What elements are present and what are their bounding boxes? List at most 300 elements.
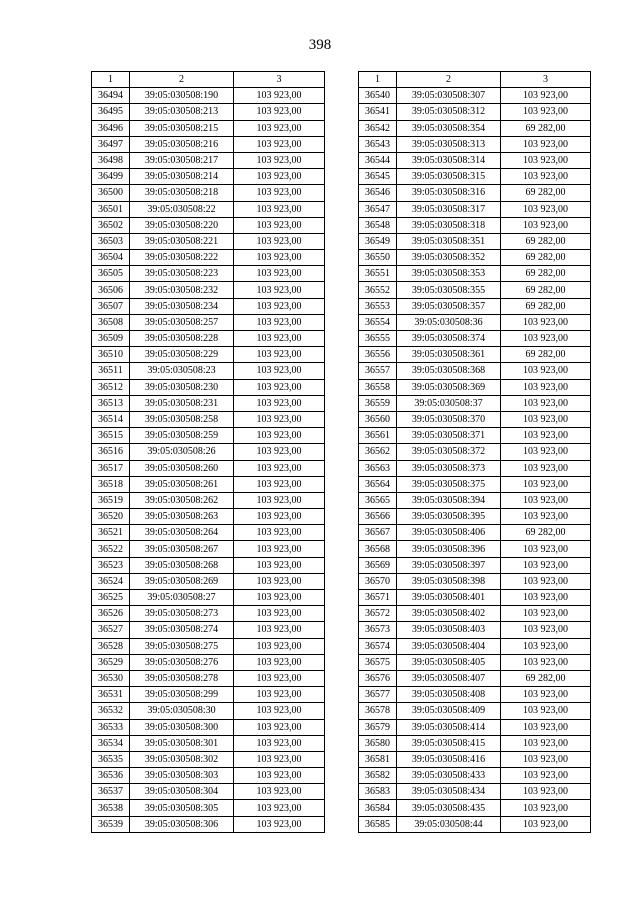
row-number-cell: 36581 — [359, 751, 397, 767]
value-cell: 103 923,00 — [234, 411, 325, 427]
table-row — [359, 751, 591, 767]
row-number-cell: 36570 — [359, 573, 397, 589]
value-cell: 103 923,00 — [234, 201, 325, 217]
value-cell: 103 923,00 — [234, 282, 325, 298]
row-number-cell: 36520 — [92, 509, 130, 525]
table-row — [92, 136, 325, 152]
value-cell: 69 282,00 — [501, 282, 591, 298]
table-row — [92, 541, 325, 557]
left-table-body — [92, 88, 325, 833]
table-row — [92, 751, 325, 767]
cadastral-number-cell: 39:05:030508:260 — [130, 460, 234, 476]
value-cell: 103 923,00 — [501, 88, 591, 104]
row-number-cell: 36582 — [359, 768, 397, 784]
row-number-cell: 36583 — [359, 784, 397, 800]
value-cell: 103 923,00 — [234, 331, 325, 347]
cadastral-number-cell: 39:05:030508:27 — [130, 590, 234, 606]
table-row — [359, 654, 591, 670]
cadastral-number-cell: 39:05:030508:234 — [130, 298, 234, 314]
table-row — [359, 411, 591, 427]
cadastral-number-cell: 39:05:030508:263 — [130, 509, 234, 525]
cadastral-number-cell: 39:05:030508:352 — [397, 250, 501, 266]
table-row — [92, 104, 325, 120]
table-row — [359, 152, 591, 168]
page-number: 398 — [308, 37, 332, 53]
value-cell: 103 923,00 — [234, 670, 325, 686]
cadastral-number-cell: 39:05:030508:396 — [397, 541, 501, 557]
value-cell: 103 923,00 — [234, 703, 325, 719]
value-cell: 69 282,00 — [501, 120, 591, 136]
table-row — [92, 169, 325, 185]
cadastral-number-cell: 39:05:030508:401 — [397, 590, 501, 606]
table-row — [359, 703, 591, 719]
value-cell: 69 282,00 — [501, 233, 591, 249]
table-row — [359, 541, 591, 557]
row-number-cell: 36496 — [92, 120, 130, 136]
table-row — [92, 379, 325, 395]
row-number-cell: 36536 — [92, 768, 130, 784]
table-row — [92, 217, 325, 233]
cadastral-number-cell: 39:05:030508:355 — [397, 282, 501, 298]
row-number-cell: 36584 — [359, 800, 397, 816]
value-cell: 103 923,00 — [234, 768, 325, 784]
value-cell: 103 923,00 — [501, 816, 591, 832]
header-row — [92, 72, 325, 88]
table-row — [92, 201, 325, 217]
row-number-cell: 36508 — [92, 314, 130, 330]
table-row — [359, 687, 591, 703]
cadastral-number-cell: 39:05:030508:402 — [397, 606, 501, 622]
table-row — [92, 509, 325, 525]
cadastral-number-cell: 39:05:030508:408 — [397, 687, 501, 703]
row-number-cell: 36548 — [359, 217, 397, 233]
value-cell: 103 923,00 — [501, 363, 591, 379]
table-row — [359, 363, 591, 379]
cadastral-number-cell: 39:05:030508:213 — [130, 104, 234, 120]
row-number-cell: 36494 — [92, 88, 130, 104]
row-number-cell: 36556 — [359, 347, 397, 363]
table-row — [359, 444, 591, 460]
table-row — [92, 735, 325, 751]
header-cell: 2 — [130, 72, 234, 88]
row-number-cell: 36577 — [359, 687, 397, 703]
value-cell: 103 923,00 — [501, 687, 591, 703]
value-cell: 103 923,00 — [501, 557, 591, 573]
cadastral-number-cell: 39:05:030508:312 — [397, 104, 501, 120]
value-cell: 103 923,00 — [234, 363, 325, 379]
row-number-cell: 36495 — [92, 104, 130, 120]
right-table-body — [359, 88, 591, 833]
row-number-cell: 36539 — [92, 816, 130, 832]
row-number-cell: 36538 — [92, 800, 130, 816]
cadastral-number-cell: 39:05:030508:26 — [130, 444, 234, 460]
cadastral-number-cell: 39:05:030508:301 — [130, 735, 234, 751]
cadastral-number-cell: 39:05:030508:231 — [130, 395, 234, 411]
cadastral-number-cell: 39:05:030508:398 — [397, 573, 501, 589]
value-cell: 103 923,00 — [501, 104, 591, 120]
table-row — [92, 363, 325, 379]
table-row — [359, 509, 591, 525]
row-number-cell: 36565 — [359, 492, 397, 508]
value-cell: 103 923,00 — [234, 460, 325, 476]
cadastral-number-cell: 39:05:030508:416 — [397, 751, 501, 767]
value-cell: 103 923,00 — [234, 185, 325, 201]
value-cell: 69 282,00 — [501, 185, 591, 201]
row-number-cell: 36572 — [359, 606, 397, 622]
value-cell: 103 923,00 — [501, 751, 591, 767]
table-row — [359, 428, 591, 444]
table-row — [92, 557, 325, 573]
row-number-cell: 36557 — [359, 363, 397, 379]
cadastral-number-cell: 39:05:030508:190 — [130, 88, 234, 104]
row-number-cell: 36522 — [92, 541, 130, 557]
cadastral-number-cell: 39:05:030508:214 — [130, 169, 234, 185]
table-row — [92, 606, 325, 622]
value-cell: 103 923,00 — [234, 120, 325, 136]
value-cell: 103 923,00 — [501, 217, 591, 233]
cadastral-number-cell: 39:05:030508:405 — [397, 654, 501, 670]
row-number-cell: 36504 — [92, 250, 130, 266]
value-cell: 103 923,00 — [501, 541, 591, 557]
table-row — [92, 266, 325, 282]
row-number-cell: 36537 — [92, 784, 130, 800]
value-cell: 103 923,00 — [234, 379, 325, 395]
table-row — [359, 120, 591, 136]
value-cell: 103 923,00 — [501, 654, 591, 670]
value-cell: 103 923,00 — [234, 816, 325, 832]
table-row — [359, 136, 591, 152]
row-number-cell: 36515 — [92, 428, 130, 444]
cadastral-number-cell: 39:05:030508:353 — [397, 266, 501, 282]
value-cell: 69 282,00 — [501, 250, 591, 266]
row-number-cell: 36541 — [359, 104, 397, 120]
table-row — [92, 428, 325, 444]
row-number-cell: 36525 — [92, 590, 130, 606]
table-row — [92, 670, 325, 686]
table-row — [92, 185, 325, 201]
cadastral-number-cell: 39:05:030508:258 — [130, 411, 234, 427]
cadastral-number-cell: 39:05:030508:23 — [130, 363, 234, 379]
table-row — [359, 395, 591, 411]
value-cell: 103 923,00 — [234, 444, 325, 460]
cadastral-number-cell: 39:05:030508:302 — [130, 751, 234, 767]
value-cell: 103 923,00 — [234, 298, 325, 314]
cadastral-number-cell: 39:05:030508:267 — [130, 541, 234, 557]
value-cell: 69 282,00 — [501, 670, 591, 686]
cadastral-number-cell: 39:05:030508:274 — [130, 622, 234, 638]
table-row — [92, 768, 325, 784]
table-row — [92, 152, 325, 168]
cadastral-number-cell: 39:05:030508:223 — [130, 266, 234, 282]
value-cell: 103 923,00 — [501, 331, 591, 347]
row-number-cell: 36510 — [92, 347, 130, 363]
table-row — [359, 590, 591, 606]
value-cell: 103 923,00 — [234, 233, 325, 249]
value-cell: 103 923,00 — [234, 88, 325, 104]
row-number-cell: 36566 — [359, 509, 397, 525]
row-number-cell: 36512 — [92, 379, 130, 395]
row-number-cell: 36580 — [359, 735, 397, 751]
value-cell: 103 923,00 — [501, 800, 591, 816]
value-cell: 103 923,00 — [234, 428, 325, 444]
right-table — [358, 71, 591, 833]
value-cell: 103 923,00 — [501, 703, 591, 719]
cadastral-number-cell: 39:05:030508:30 — [130, 703, 234, 719]
row-number-cell: 36540 — [359, 88, 397, 104]
cadastral-number-cell: 39:05:030508:304 — [130, 784, 234, 800]
row-number-cell: 36571 — [359, 590, 397, 606]
table-row — [359, 476, 591, 492]
value-cell: 103 923,00 — [501, 719, 591, 735]
table-row — [92, 444, 325, 460]
value-cell: 103 923,00 — [501, 444, 591, 460]
table-row — [359, 492, 591, 508]
header-cell: 2 — [397, 72, 501, 88]
table-row — [359, 735, 591, 751]
cadastral-number-cell: 39:05:030508:306 — [130, 816, 234, 832]
row-number-cell: 36567 — [359, 525, 397, 541]
table-row — [92, 816, 325, 832]
value-cell: 69 282,00 — [501, 298, 591, 314]
cadastral-number-cell: 39:05:030508:22 — [130, 201, 234, 217]
cadastral-number-cell: 39:05:030508:262 — [130, 492, 234, 508]
cadastral-number-cell: 39:05:030508:259 — [130, 428, 234, 444]
cadastral-number-cell: 39:05:030508:257 — [130, 314, 234, 330]
cadastral-number-cell: 39:05:030508:307 — [397, 88, 501, 104]
row-number-cell: 36517 — [92, 460, 130, 476]
table-row — [359, 266, 591, 282]
cadastral-number-cell: 39:05:030508:374 — [397, 331, 501, 347]
table-row — [359, 784, 591, 800]
cadastral-number-cell: 39:05:030508:229 — [130, 347, 234, 363]
value-cell: 103 923,00 — [234, 687, 325, 703]
cadastral-number-cell: 39:05:030508:357 — [397, 298, 501, 314]
header-cell: 1 — [359, 72, 397, 88]
row-number-cell: 36560 — [359, 411, 397, 427]
cadastral-number-cell: 39:05:030508:222 — [130, 250, 234, 266]
value-cell: 103 923,00 — [501, 476, 591, 492]
value-cell: 103 923,00 — [234, 250, 325, 266]
row-number-cell: 36503 — [92, 233, 130, 249]
cadastral-number-cell: 39:05:030508:218 — [130, 185, 234, 201]
cadastral-number-cell: 39:05:030508:268 — [130, 557, 234, 573]
row-number-cell: 36574 — [359, 638, 397, 654]
cadastral-number-cell: 39:05:030508:375 — [397, 476, 501, 492]
table-row — [92, 282, 325, 298]
value-cell: 103 923,00 — [234, 509, 325, 525]
row-number-cell: 36579 — [359, 719, 397, 735]
row-number-cell: 36527 — [92, 622, 130, 638]
row-number-cell: 36513 — [92, 395, 130, 411]
row-number-cell: 36501 — [92, 201, 130, 217]
row-number-cell: 36544 — [359, 152, 397, 168]
row-number-cell: 36514 — [92, 411, 130, 427]
value-cell: 103 923,00 — [234, 492, 325, 508]
row-number-cell: 36547 — [359, 201, 397, 217]
value-cell: 103 923,00 — [501, 411, 591, 427]
row-number-cell: 36553 — [359, 298, 397, 314]
cadastral-number-cell: 39:05:030508:409 — [397, 703, 501, 719]
value-cell: 103 923,00 — [501, 201, 591, 217]
table-row — [92, 638, 325, 654]
value-cell: 103 923,00 — [501, 460, 591, 476]
row-number-cell: 36568 — [359, 541, 397, 557]
value-cell: 103 923,00 — [501, 428, 591, 444]
row-number-cell: 36506 — [92, 282, 130, 298]
row-number-cell: 36533 — [92, 719, 130, 735]
value-cell: 103 923,00 — [234, 573, 325, 589]
cadastral-number-cell: 39:05:030508:303 — [130, 768, 234, 784]
row-number-cell: 36532 — [92, 703, 130, 719]
cadastral-number-cell: 39:05:030508:300 — [130, 719, 234, 735]
header-row — [359, 72, 591, 88]
row-number-cell: 36530 — [92, 670, 130, 686]
cadastral-number-cell: 39:05:030508:397 — [397, 557, 501, 573]
cadastral-number-cell: 39:05:030508:434 — [397, 784, 501, 800]
table-row — [92, 687, 325, 703]
cadastral-number-cell: 39:05:030508:435 — [397, 800, 501, 816]
cadastral-number-cell: 39:05:030508:373 — [397, 460, 501, 476]
table-row — [359, 800, 591, 816]
row-number-cell: 36569 — [359, 557, 397, 573]
value-cell: 103 923,00 — [501, 638, 591, 654]
table-row — [359, 379, 591, 395]
table-row — [359, 719, 591, 735]
value-cell: 103 923,00 — [501, 573, 591, 589]
table-row — [92, 492, 325, 508]
cadastral-number-cell: 39:05:030508:305 — [130, 800, 234, 816]
row-number-cell: 36529 — [92, 654, 130, 670]
row-number-cell: 36505 — [92, 266, 130, 282]
cadastral-number-cell: 39:05:030508:276 — [130, 654, 234, 670]
cadastral-number-cell: 39:05:030508:230 — [130, 379, 234, 395]
cadastral-number-cell: 39:05:030508:216 — [130, 136, 234, 152]
value-cell: 103 923,00 — [234, 217, 325, 233]
row-number-cell: 36535 — [92, 751, 130, 767]
value-cell: 103 923,00 — [501, 590, 591, 606]
cadastral-number-cell: 39:05:030508:370 — [397, 411, 501, 427]
table-row — [359, 217, 591, 233]
cadastral-number-cell: 39:05:030508:433 — [397, 768, 501, 784]
table-row — [92, 314, 325, 330]
row-number-cell: 36558 — [359, 379, 397, 395]
value-cell: 103 923,00 — [234, 169, 325, 185]
row-number-cell: 36534 — [92, 735, 130, 751]
table-row — [92, 347, 325, 363]
cadastral-number-cell: 39:05:030508:261 — [130, 476, 234, 492]
cadastral-number-cell: 39:05:030508:269 — [130, 573, 234, 589]
table-row — [92, 525, 325, 541]
row-number-cell: 36576 — [359, 670, 397, 686]
row-number-cell: 36550 — [359, 250, 397, 266]
row-number-cell: 36499 — [92, 169, 130, 185]
row-number-cell: 36523 — [92, 557, 130, 573]
table-row — [92, 395, 325, 411]
table-row — [92, 573, 325, 589]
value-cell: 103 923,00 — [234, 266, 325, 282]
cadastral-number-cell: 39:05:030508:313 — [397, 136, 501, 152]
table-row — [92, 590, 325, 606]
header-cell: 1 — [92, 72, 130, 88]
cadastral-number-cell: 39:05:030508:394 — [397, 492, 501, 508]
table-row — [359, 282, 591, 298]
cadastral-number-cell: 39:05:030508:317 — [397, 201, 501, 217]
value-cell: 103 923,00 — [234, 525, 325, 541]
value-cell: 103 923,00 — [234, 654, 325, 670]
table-row — [92, 88, 325, 104]
row-number-cell: 36573 — [359, 622, 397, 638]
value-cell: 103 923,00 — [501, 768, 591, 784]
cadastral-number-cell: 39:05:030508:278 — [130, 670, 234, 686]
cadastral-number-cell: 39:05:030508:414 — [397, 719, 501, 735]
table-row — [359, 185, 591, 201]
cadastral-number-cell: 39:05:030508:315 — [397, 169, 501, 185]
table-row — [92, 622, 325, 638]
row-number-cell: 36549 — [359, 233, 397, 249]
cadastral-number-cell: 39:05:030508:215 — [130, 120, 234, 136]
table-row — [359, 638, 591, 654]
row-number-cell: 36528 — [92, 638, 130, 654]
value-cell: 103 923,00 — [234, 784, 325, 800]
value-cell: 103 923,00 — [501, 314, 591, 330]
table-row — [359, 201, 591, 217]
cadastral-number-cell: 39:05:030508:217 — [130, 152, 234, 168]
value-cell: 103 923,00 — [234, 136, 325, 152]
row-number-cell: 36555 — [359, 331, 397, 347]
row-number-cell: 36564 — [359, 476, 397, 492]
table-row — [359, 169, 591, 185]
table-row — [92, 233, 325, 249]
cadastral-number-cell: 39:05:030508:44 — [397, 816, 501, 832]
row-number-cell: 36542 — [359, 120, 397, 136]
left-table — [91, 71, 325, 833]
cadastral-number-cell: 39:05:030508:299 — [130, 687, 234, 703]
cadastral-number-cell: 39:05:030508:314 — [397, 152, 501, 168]
table-row — [359, 816, 591, 832]
value-cell: 103 923,00 — [501, 169, 591, 185]
cadastral-number-cell: 39:05:030508:351 — [397, 233, 501, 249]
row-number-cell: 36518 — [92, 476, 130, 492]
table-row — [92, 784, 325, 800]
table-row — [359, 250, 591, 266]
row-number-cell: 36511 — [92, 363, 130, 379]
value-cell: 103 923,00 — [234, 719, 325, 735]
cadastral-number-cell: 39:05:030508:368 — [397, 363, 501, 379]
row-number-cell: 36531 — [92, 687, 130, 703]
value-cell: 103 923,00 — [234, 314, 325, 330]
row-number-cell: 36521 — [92, 525, 130, 541]
table-row — [359, 233, 591, 249]
table-row — [359, 331, 591, 347]
table-row — [359, 347, 591, 363]
header-cell: 3 — [501, 72, 591, 88]
value-cell: 103 923,00 — [234, 735, 325, 751]
row-number-cell: 36575 — [359, 654, 397, 670]
table-row — [359, 104, 591, 120]
value-cell: 103 923,00 — [501, 395, 591, 411]
value-cell: 103 923,00 — [501, 606, 591, 622]
cadastral-number-cell: 39:05:030508:232 — [130, 282, 234, 298]
cadastral-number-cell: 39:05:030508:406 — [397, 525, 501, 541]
row-number-cell: 36563 — [359, 460, 397, 476]
cadastral-number-cell: 39:05:030508:403 — [397, 622, 501, 638]
cadastral-number-cell: 39:05:030508:264 — [130, 525, 234, 541]
cadastral-number-cell: 39:05:030508:407 — [397, 670, 501, 686]
table-row — [92, 331, 325, 347]
table-row — [92, 703, 325, 719]
header-cell: 3 — [234, 72, 325, 88]
cadastral-number-cell: 39:05:030508:37 — [397, 395, 501, 411]
